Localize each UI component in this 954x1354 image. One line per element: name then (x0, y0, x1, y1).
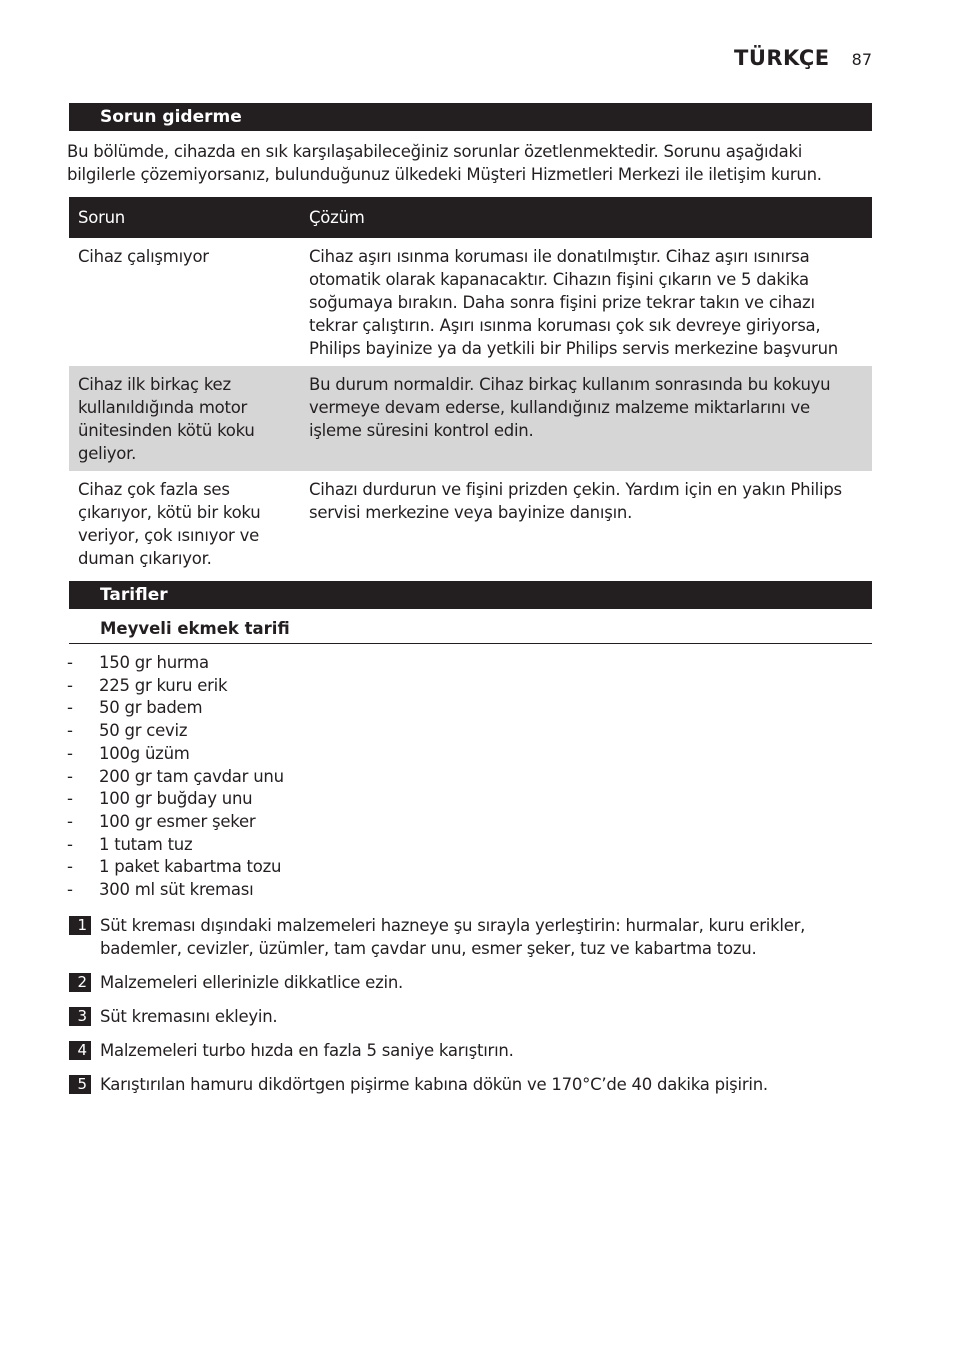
recipe-step (69, 1005, 869, 1028)
list-item (0, 811, 284, 834)
table-row (69, 366, 872, 471)
section-heading-troubleshooting: Sorun giderme (69, 103, 872, 131)
bullet-dash: - (67, 766, 73, 786)
page-number: 87 (851, 50, 872, 69)
list-item (0, 697, 284, 720)
step-number-badge: 3 (69, 1007, 91, 1026)
ingredient-text: 225 gr kuru erik (99, 675, 228, 695)
ingredient-text: 300 ml süt kreması (99, 880, 254, 900)
list-item (0, 652, 284, 675)
ingredient-text: 150 gr hurma (99, 653, 209, 672)
list-item (0, 856, 284, 879)
step-text: Süt kremasını ekleyin. (100, 1007, 278, 1026)
ingredient-text: 200 gr tam çavdar unu (99, 766, 284, 786)
bullet-dash: - (67, 675, 73, 695)
ingredient-list (0, 652, 284, 902)
problem-cell: Cihaz çalışmıyor (78, 247, 209, 266)
ingredient-text: 100 gr esmer şeker (99, 811, 256, 831)
bullet-dash: - (67, 653, 73, 672)
table-row (69, 238, 872, 366)
bullet-dash: - (67, 743, 73, 763)
bullet-dash: - (67, 789, 73, 809)
step-text: Süt kreması dışındaki malzemeleri hazneye şu sırayla yerleştirin: hurmalar, kuru erikler, bademler, cevizler, üzümler, tam çavdar unu, esmer şeker, tuz ve kabartma tozu. (100, 916, 806, 958)
column-header-solution: Çözüm (300, 197, 872, 238)
step-text: Malzemeleri ellerinizle dikkatlice ezin. (100, 973, 404, 992)
list-item (0, 834, 284, 857)
list-item (0, 788, 284, 811)
ingredient-text: 100 gr buğday unu (99, 789, 253, 809)
list-item (0, 720, 284, 743)
solution-cell: Cihazı durdurun ve fişini prizden çekin. Yardım için en yakın Philips servisi merkezine veya bayinize danışın. (309, 480, 842, 522)
solution-cell: Bu durum normaldir. Cihaz birkaç kullanım sonrasında bu kokuyu vermeye devam ederse, kullandığınız malzeme miktarlarını ve işleme süresini kontrol edin. (300, 366, 872, 471)
problem-cell: Cihaz ilk birkaç kez kullanıldığında motor ünitesinden kötü koku geliyor. (69, 366, 300, 471)
step-number-badge: 5 (69, 1075, 91, 1094)
step-number-badge: 2 (69, 973, 91, 992)
bullet-dash: - (67, 857, 73, 877)
ingredient-text: 1 paket kabartma tozu (99, 857, 282, 877)
step-number-badge: 1 (69, 916, 91, 935)
solution-cell: Cihaz aşırı ısınma koruması ile donatılmıştır. Cihaz aşırı ısınırsa otomatik olarak kapanacaktır. Cihazın fişini çıkarın ve 5 dakika soğumaya bırakın. Daha sonra fişini prize tekrar takın ve cihazı tekrar çalıştırın. Aşırı ısınma koruması çok sık devreye giriyorsa, Philips bayinize ya da yetkili bir Philips servis merkezine başvurun (309, 247, 839, 358)
list-item (0, 743, 284, 766)
troubleshooting-intro: Bu bölümde, cihazda en sık karşılaşabileceğiniz sorunlar özetlenmektedir. Sorunu aşağıdaki bilgilerle çözemiyorsanız, bulunduğunuz ülkedeki Müşteri Hizmetleri Merkezi ile iletişim kurun. (67, 142, 822, 184)
page-header (734, 46, 872, 70)
list-item (0, 675, 284, 698)
problem-cell: Cihaz çok fazla ses çıkarıyor, kötü bir koku veriyor, çok ısınıyor ve duman çıkarıyor. (78, 480, 261, 568)
step-text: Karıştırılan hamuru dikdörtgen pişirme kabına dökün ve 170°C’de 40 dakika pişirin. (100, 1075, 768, 1094)
column-header-problem: Sorun (69, 197, 300, 238)
step-number-badge: 4 (69, 1041, 91, 1060)
table-row (69, 471, 872, 576)
troubleshooting-table (69, 197, 872, 576)
section-heading-recipes: Tarifler (69, 581, 872, 609)
bullet-dash: - (67, 721, 73, 741)
list-item (0, 879, 284, 902)
ingredient-text: 50 gr ceviz (99, 721, 188, 741)
recipe-step (69, 1073, 869, 1096)
bullet-dash: - (67, 880, 73, 900)
bullet-dash: - (67, 698, 73, 718)
ingredient-text: 100g üzüm (99, 743, 190, 763)
ingredient-text: 50 gr badem (99, 698, 203, 718)
recipe-step (69, 1039, 869, 1062)
recipe-step (69, 971, 869, 994)
language-label: TÜRKÇE (734, 46, 830, 70)
recipe-title: Meyveli ekmek tarifi (69, 617, 872, 644)
recipe-step (69, 914, 869, 960)
bullet-dash: - (67, 834, 73, 854)
bullet-dash: - (67, 811, 73, 831)
ingredient-text: 1 tutam tuz (99, 834, 193, 854)
table-header-row (69, 197, 872, 238)
step-text: Malzemeleri turbo hızda en fazla 5 saniye karıştırın. (100, 1041, 514, 1060)
list-item (0, 766, 284, 789)
